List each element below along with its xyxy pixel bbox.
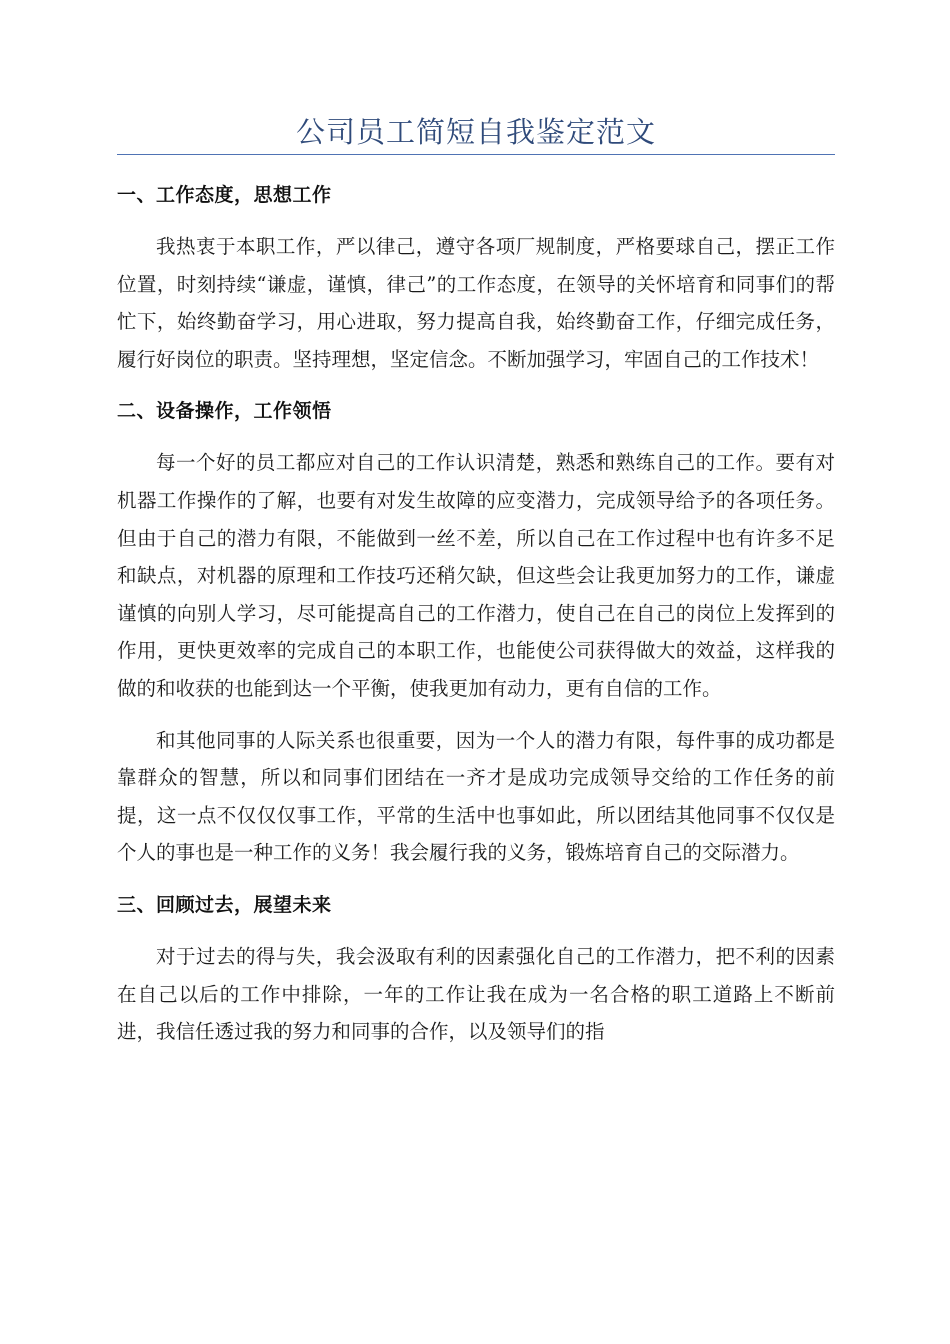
document-body xyxy=(117,176,835,1051)
section-paragraph: 对于过去的得与失，我会汲取有利的因素强化自己的工作潜力，把不利的因素在自己以后的工作中排除，一年的工作让我在成为一名合格的职工道路上不断前进，我信任透过我的努力和同事的合作，以及领导们的指 xyxy=(117,944,835,1044)
section-paragraph: 和其他同事的人际关系也很重要，因为一个人的潜力有限，每件事的成功都是靠群众的智慧，所以和同事们团结在一齐才是成功完成领导交给的工作任务的前提，这一点不仅仅仅事工作，平常的生活中也事如此，所以团结其他同事不仅仅是个人的事也是一种工作的义务！我会履行我的义务，锻炼培育自己的交际潜力。 xyxy=(117,728,835,865)
section-paragraph: 每一个好的员工都应对自己的工作认识清楚，熟悉和熟练自己的工作。要有对机器工作操作的了解，也要有对发生故障的应变潜力，完成领导给予的各项任务。但由于自己的潜力有限，不能做到一丝不差，所以自己在工作过程中也有许多不足和缺点，对机器的原理和工作技巧还稍欠缺，但这些会让我更加努力的工作，谦虚谨慎的向别人学习，尽可能提高自己的工作潜力，使自己在自己的岗位上发挥到的作用，更快更效率的完成自己的本职工作，也能使公司获得做大的效益，这样我的做的和收获的也能到达一个平衡，使我更加有动力，更有自信的工作。 xyxy=(117,451,835,700)
section-work-attitude xyxy=(117,176,835,378)
section-equipment-operation xyxy=(117,392,835,872)
section-heading: 一、工作态度，思想工作 xyxy=(117,184,332,206)
section-heading: 三、回顾过去，展望未来 xyxy=(117,893,332,916)
section-heading: 二、设备操作，工作领悟 xyxy=(117,400,332,423)
section-paragraph: 我热衷于本职工作，严以律己，遵守各项厂规制度，严格要球自己，摆正工作位置，时刻持续“谦虚，谨慎，律己”的工作态度，在领导的关怀培育和同事们的帮忙下，始终勤奋学习，用心进取，努力提高自我，始终勤奋工作，仔细完成任务，履行好岗位的职责。坚持理想，坚定信念。不断加强学习，牢固自己的工作技术！ xyxy=(117,235,835,371)
title-underline xyxy=(117,154,835,155)
section-review-outlook xyxy=(117,886,835,1051)
document-title: 公司员工简短自我鉴定范文 xyxy=(295,115,656,149)
